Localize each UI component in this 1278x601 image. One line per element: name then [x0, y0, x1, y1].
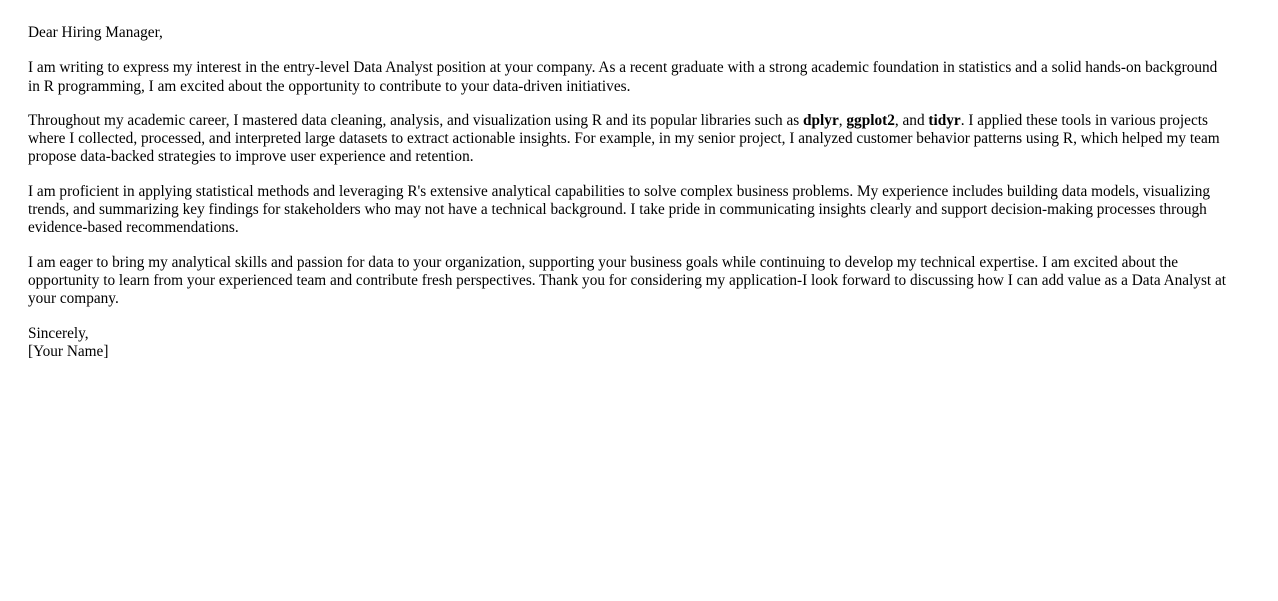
letter-paragraph-3: I am proficient in applying statistical methods and leveraging R's extensive analytical capabilities to solve complex business problems. My experience includes building data models, visualizing trends, and summarizing key findings for stakeholders who may not have a technical background. I take pride in communicating insights clearly and support decision-making processes through evidence-based recommendations.: [28, 182, 1211, 237]
letter-salutation: Dear Hiring Manager,: [28, 24, 163, 41]
library-name-tidyr: tidyr: [928, 111, 961, 129]
library-name-ggplot2: ggplot2: [846, 111, 895, 129]
closing-salutation: Sincerely,: [28, 324, 89, 342]
letter-closing: [28, 325, 1232, 362]
letter-paragraph-4: I am eager to bring my analytical skills and passion for data to your organization, supporting your business goals while continuing to develop my technical expertise. I am excited about the opportunity to learn from your experienced team and contribute fresh perspectives. Thank you for considering my application-I look forward to discussing how I can add value as a Data Analyst at your company.: [28, 253, 1227, 308]
library-name-dplyr: dplyr: [803, 111, 839, 129]
cover-letter-body: [28, 24, 1232, 361]
letter-paragraph-1: I am writing to express my interest in the entry-level Data Analyst position at your company. As a recent graduate with a strong academic foundation in statistics and a solid hands-on background in R programming, I am excited about the opportunity to contribute to your data-driven initiatives.: [28, 59, 1218, 95]
paragraph-2-segment-2: ,: [838, 111, 847, 129]
letter-paragraph-2: [28, 112, 1232, 167]
signature-placeholder: [Your Name]: [28, 342, 109, 360]
paragraph-2-segment-3: , and: [894, 111, 929, 129]
paragraph-2-segment-1: Throughout my academic career, I mastered data cleaning, analysis, and visualization using R and its popular libraries such as: [28, 111, 804, 129]
paragraph-2-segment-4: . I applied these tools in various projects where I collected, processed, and interpreted large datasets to extract actionable insights. For example, in my senior project, I analyzed customer behavior patterns using R, which helped my team propose data-backed strategies to improve user experience and retention.: [28, 111, 1220, 166]
